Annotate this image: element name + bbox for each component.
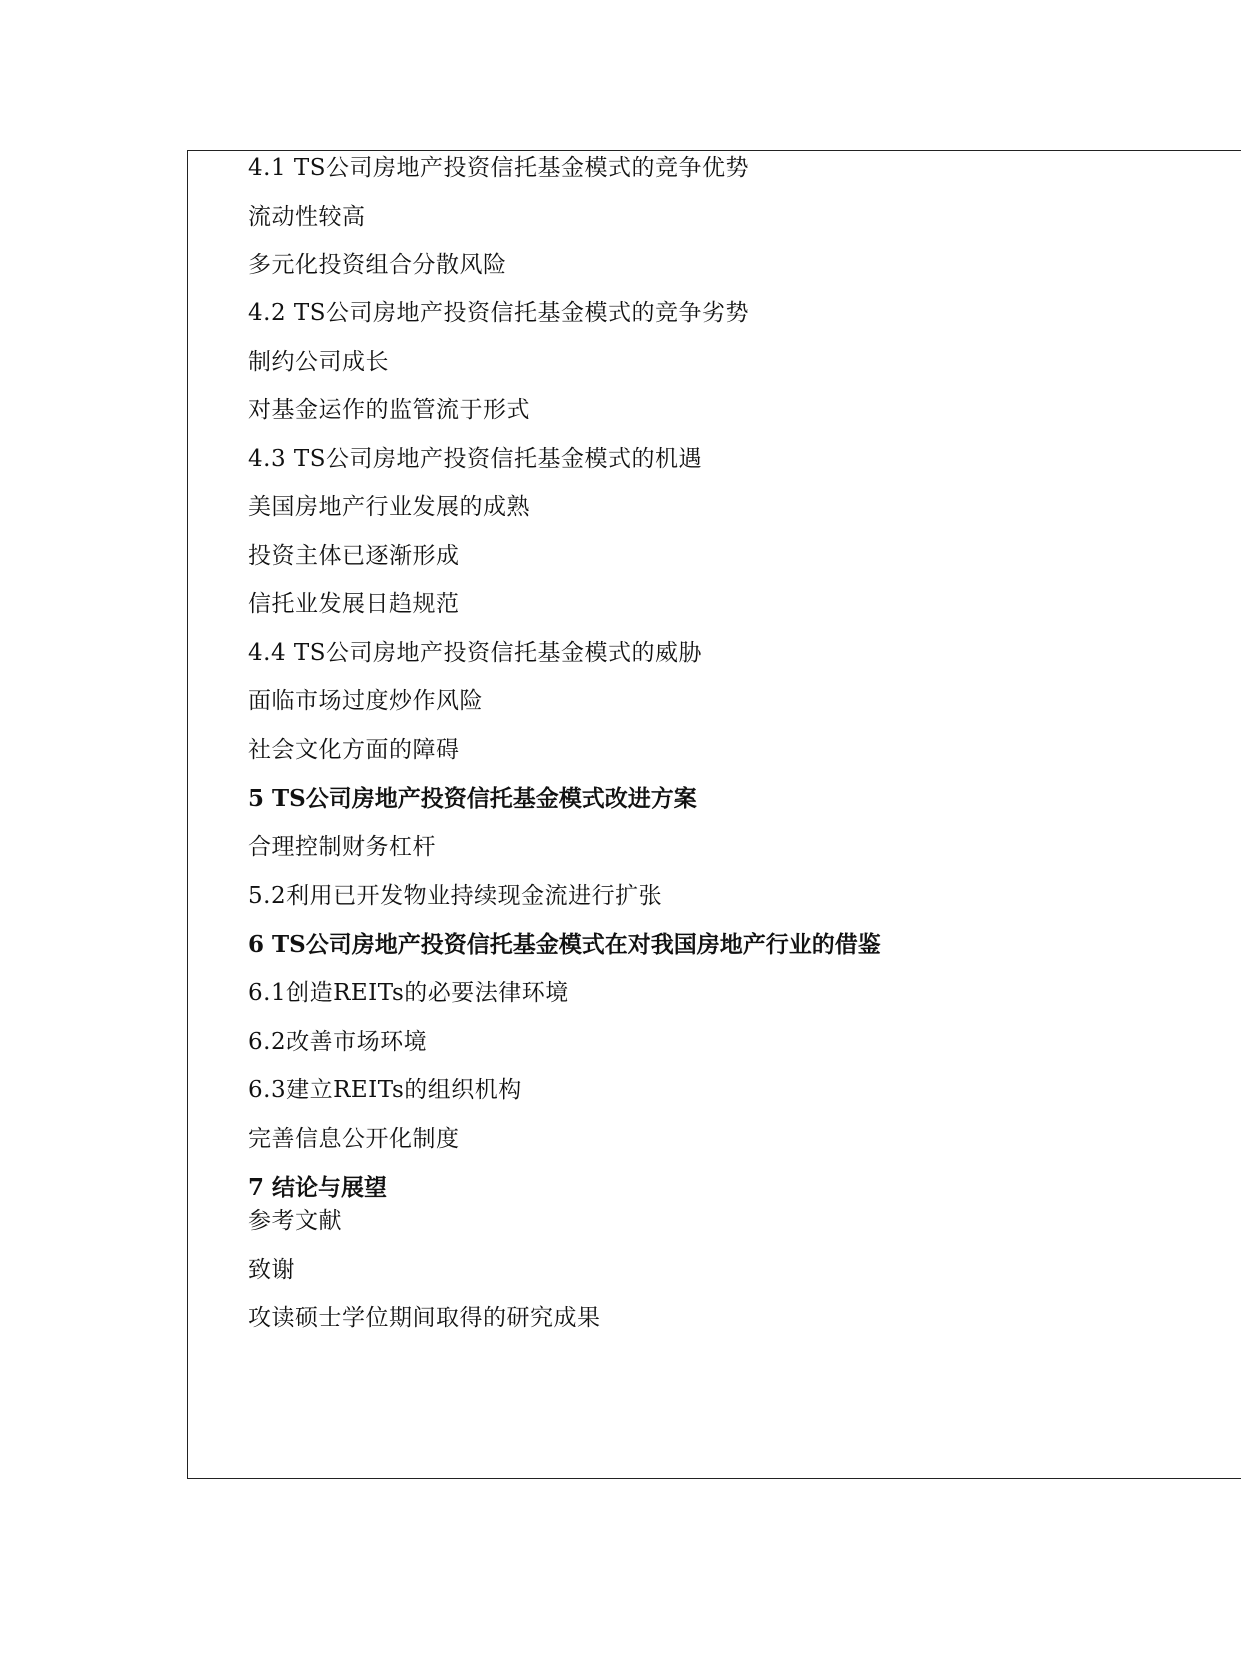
toc-entry: 制约公司成长 [248,349,389,375]
toc-entry: 4.4 TS公司房地产投资信托基金模式的威胁 [248,640,702,666]
toc-chapter-heading: 6 TS公司房地产投资信托基金模式在对我国房地产行业的借鉴 [248,931,881,958]
toc-entry: 6.3建立REITs的组织机构 [248,1077,522,1103]
toc-entry: 对基金运作的监管流于形式 [248,397,530,423]
toc-entry: 完善信息公开化制度 [248,1126,460,1152]
toc-entry: 面临市场过度炒作风险 [248,688,483,714]
toc-entry: 合理控制财务杠杆 [248,834,436,860]
toc-entry: 社会文化方面的障碍 [248,737,460,763]
toc-chapter-heading: 5 TS公司房地产投资信托基金模式改进方案 [248,785,697,812]
toc-entry: 攻读硕士学位期间取得的研究成果 [248,1305,601,1331]
toc-entry: 4.2 TS公司房地产投资信托基金模式的竞争劣势 [248,300,749,326]
toc-entry: 信托业发展日趋规范 [248,591,460,617]
toc-entry: 美国房地产行业发展的成熟 [248,494,530,520]
toc-entry: 多元化投资组合分散风险 [248,252,507,278]
toc-entry: 致谢 [248,1257,295,1283]
toc-entry: 5.2利用已开发物业持续现金流进行扩张 [248,883,663,909]
toc-entry: 4.3 TS公司房地产投资信托基金模式的机遇 [248,446,702,472]
toc-entry: 参考文献 [248,1208,342,1234]
toc-entry: 6.2改善市场环境 [248,1029,428,1055]
toc-entry: 投资主体已逐渐形成 [248,543,460,569]
toc-entry: 6.1创造REITs的必要法律环境 [248,980,569,1006]
toc-entry: 流动性较高 [248,204,366,230]
toc-entry: 4.1 TS公司房地产投资信托基金模式的竞争优势 [248,155,749,181]
toc-chapter-heading: 7 结论与展望 [248,1174,388,1201]
